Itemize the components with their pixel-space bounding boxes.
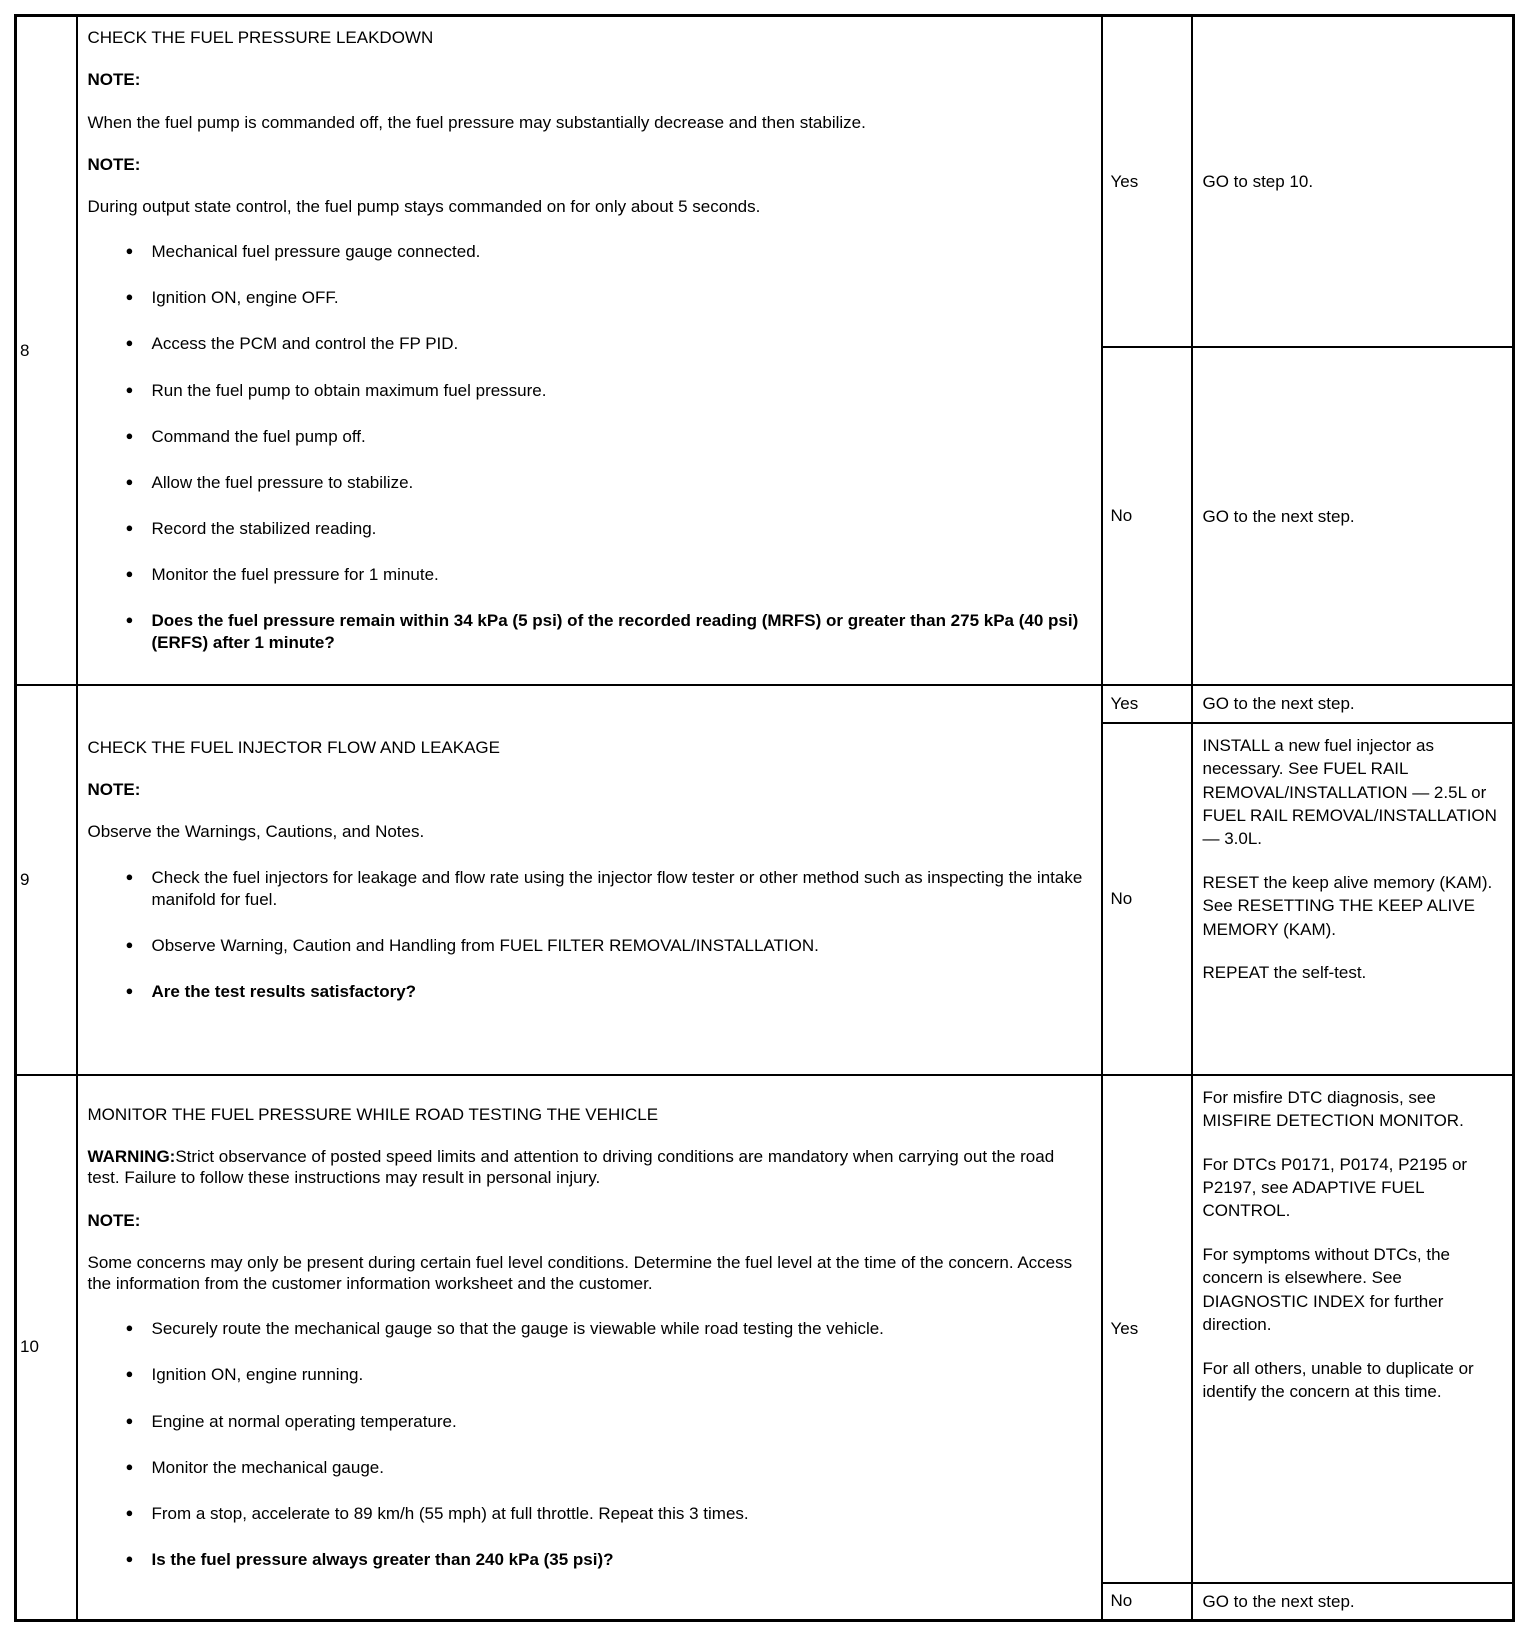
question-item: ● Does the fuel pressure remain within 34 kPa (5 psi) of the recorded reading (MRFS) or greater than 275 kPa (40 psi) (ERFS) after 1 minute? [152,610,1091,654]
warning-paragraph [88,1146,1091,1189]
yes-action-cell: GO to the next step. [1192,685,1514,722]
note-label: NOTE: [87,1210,141,1230]
no-action-cell [1192,723,1514,1075]
bullet-item: ● Allow the fuel pressure to stabilize. [152,472,1091,494]
action-paragraph: For DTCs P0171, P0174, P2195 or P2197, see ADAPTIVE FUEL CONTROL. [1202,1154,1468,1221]
action-paragraph: REPEAT the self-test. [1202,963,1367,983]
action-paragraph: For symptoms without DTCs, the concern is elsewhere. See DIAGNOSTIC INDEX for further direction. [1202,1244,1451,1335]
bullet-item: ● Ignition ON, engine OFF. [152,287,1091,309]
warning-label: WARNING: [87,1147,176,1167]
bullet-item: ● From a stop, accelerate to 89 km/h (55 mph) at full throttle. Repeat this 3 times. [152,1503,1091,1525]
yes-result-cell: Yes [1102,16,1192,348]
bullet-item: ● Mechanical fuel pressure gauge connected. [152,241,1091,263]
action-paragraph: For misfire DTC diagnosis, see MISFIRE DETECTION MONITOR. [1202,1087,1464,1131]
no-result-cell: No [1102,347,1192,685]
note-text: During output state control, the fuel pump stays commanded on for only about 5 seconds. [87,197,761,216]
step-number: 10 [16,1075,77,1621]
note-text: Observe the Warnings, Cautions, and Notes. [87,822,425,842]
bullet-item: ● Run the fuel pump to obtain maximum fuel pressure. [152,380,1091,402]
table-row-step-9-yes [16,685,1514,722]
action-paragraph: RESET the keep alive memory (KAM). See RESETTING THE KEEP ALIVE MEMORY (KAM). [1202,872,1493,939]
procedure-title: MONITOR THE FUEL PRESSURE WHILE ROAD TESTING THE VEHICLE [87,1104,659,1124]
bullet-item: ● Monitor the mechanical gauge. [152,1457,1091,1479]
bullet-item: ● Observe Warning, Caution and Handling from FUEL FILTER REMOVAL/INSTALLATION. [152,935,1091,957]
procedure-bullet-list [88,867,1091,1003]
note-label: NOTE: [87,70,141,90]
yes-action-cell: GO to step 10. [1192,16,1514,348]
procedure-bullet-list [88,241,1091,654]
procedure-title: CHECK THE FUEL PRESSURE LEAKDOWN [87,28,434,47]
no-action-cell: GO to the next step. [1192,1583,1514,1621]
no-action-cell: GO to the next step. [1192,347,1514,685]
yes-result-cell: Yes [1102,685,1192,722]
procedure-title: CHECK THE FUEL INJECTOR FLOW AND LEAKAGE [87,737,500,757]
question-item: ● Is the fuel pressure always greater than 240 kPa (35 psi)? [152,1549,1091,1571]
note-label: NOTE: [87,154,141,174]
bullet-item: ● Monitor the fuel pressure for 1 minute. [152,564,1091,586]
action-paragraph: For all others, unable to duplicate or identify the concern at this time. [1202,1358,1474,1402]
table-row-step-8-yes [16,16,1514,348]
procedure-bullet-list [88,1318,1091,1571]
yes-result-cell: Yes [1102,1075,1192,1583]
note-text: When the fuel pump is commanded off, the fuel pressure may substantially decrease and then stabilize. [87,112,866,132]
yes-action-cell [1192,1075,1514,1583]
bullet-item: ● Access the PCM and control the FP PID. [152,333,1091,355]
step-description [77,685,1102,1074]
step-description [77,1075,1102,1621]
no-result-cell: No [1102,1583,1192,1621]
table-row-step-10-yes [16,1075,1514,1583]
bullet-item: ● Engine at normal operating temperature. [152,1411,1091,1433]
step-description [77,16,1102,686]
bullet-item: ● Command the fuel pump off. [152,426,1091,448]
question-item: ● Are the test results satisfactory? [152,981,1091,1003]
note-label: NOTE: [87,780,141,800]
step-number: 8 [16,16,77,686]
action-paragraph: INSTALL a new fuel injector as necessary. See FUEL RAIL REMOVAL/INSTALLATION — 2.5L or FUEL RAIL REMOVAL/INSTALLATION — 3.0L. [1202,735,1497,849]
warning-text: Strict observance of posted speed limits and attention to driving conditions are mandatory when carrying out the road test. Failure to follow these instructions may result in personal injury. [87,1147,1055,1188]
bullet-item: ● Securely route the mechanical gauge so that the gauge is viewable while road testing the vehicle. [152,1318,1091,1340]
note-text: Some concerns may only be present during certain fuel level conditions. Determine the fuel level at the time of the concern. Access the information from the customer information worksheet and the customer. [87,1252,1073,1294]
bullet-item: ● Record the stabilized reading. [152,518,1091,540]
bullet-item: ● Check the fuel injectors for leakage and flow rate using the injector flow tester or other method such as inspecting the intake manifold for fuel. [152,867,1091,911]
no-result-cell: No [1102,723,1192,1075]
bullet-item: ● Ignition ON, engine running. [152,1364,1091,1386]
pinpoint-test-table [14,14,1515,1622]
step-number: 9 [16,685,77,1074]
